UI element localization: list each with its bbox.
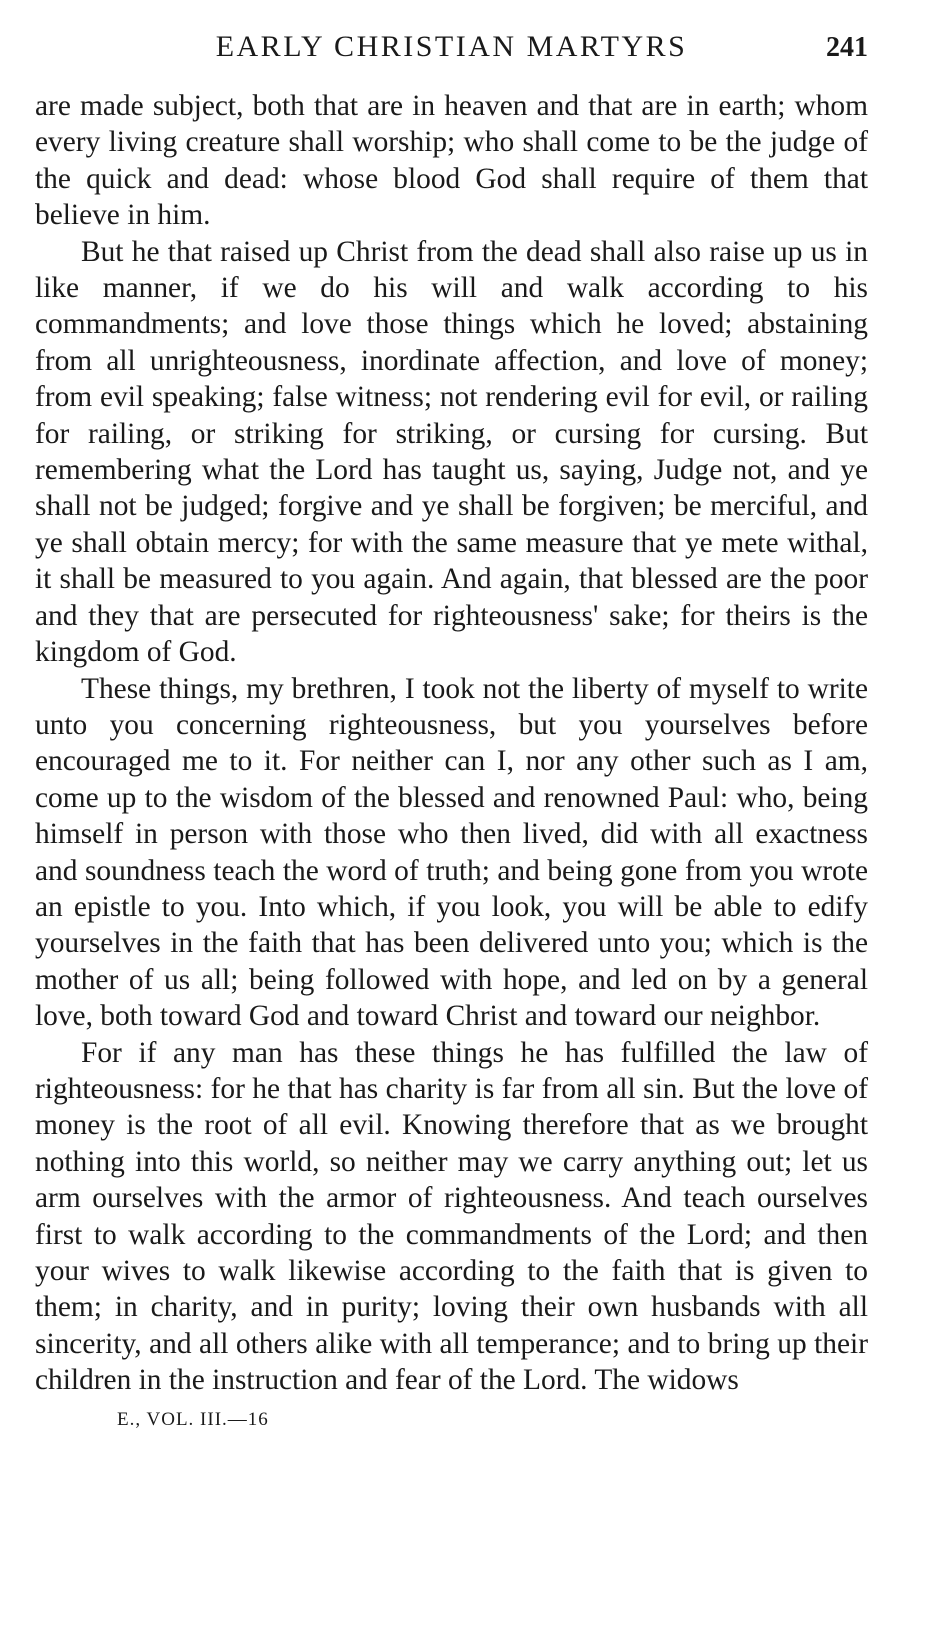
signature-mark: E., VOL. III.—16 xyxy=(117,1408,269,1430)
running-title: EARLY CHRISTIAN MARTYRS xyxy=(215,30,688,63)
page-number: 241 xyxy=(826,32,868,63)
book-page xyxy=(35,22,868,1431)
paragraph: For if any man has these things he has fulfilled the law of righteousness: for he that has charity is far from all sin. But the love of money is the root of all evil. Knowing therefore that as we brought nothing into this world, so neither may we carry anything out; let us arm ourselves with the armor of righteousness. And teach ourselves first to walk according to the commandments of the Lord; and then your wives to walk likewise according to the faith that is given to them; in charity, and in purity; loving their own husbands with all sincerity, and all others alike with all temperance; and to bring up their children in the instruction and fear of the Lord. The widows xyxy=(35,1036,868,1397)
paragraph: These things, my brethren, I took not the liberty of myself to write unto you concerning righteousness, but you yourselves before encouraged me to it. For neither can I, nor any other such as I am, come up to the wisdom of the blessed and renowned Paul: who, being himself in person with those who then lived, did with all exactness and soundness teach the word of truth; and being gone from you wrote an epistle to you. Into which, if you look, you will be able to edify yourselves in the faith that has been delivered unto you; which is the mother of us all; being followed with hope, and led on by a general love, both toward God and toward Christ and toward our neighbor. xyxy=(35,672,868,1033)
paragraph-continuation: are made subject, both that are in heaven and that are in earth; whom every living creature shall worship; who shall come to be the judge of the quick and dead: whose blood God shall require of them that believe in him. xyxy=(35,90,868,232)
page-header xyxy=(35,22,868,68)
paragraph: But he that raised up Christ from the dead shall also raise up us in like manner, if we do his will and walk according to his commandments; and love those things which he loved; abstaining from all unrighteousness, inordinate affection, and love of money; from evil speaking; false witness; not rendering evil for evil, or railing for railing, or striking for striking, or cursing for cursing. But remembering what the Lord has taught us, saying, Judge not, and ye shall not be judged; forgive and ye shall be forgiven; be merciful, and ye shall obtain mercy; for with the same measure that ye mete withal, it shall be measured to you again. And again, that blessed are the poor and they that are persecuted for righteousness' sake; for theirs is the kingdom of God. xyxy=(35,235,868,669)
body-text xyxy=(35,88,868,1399)
